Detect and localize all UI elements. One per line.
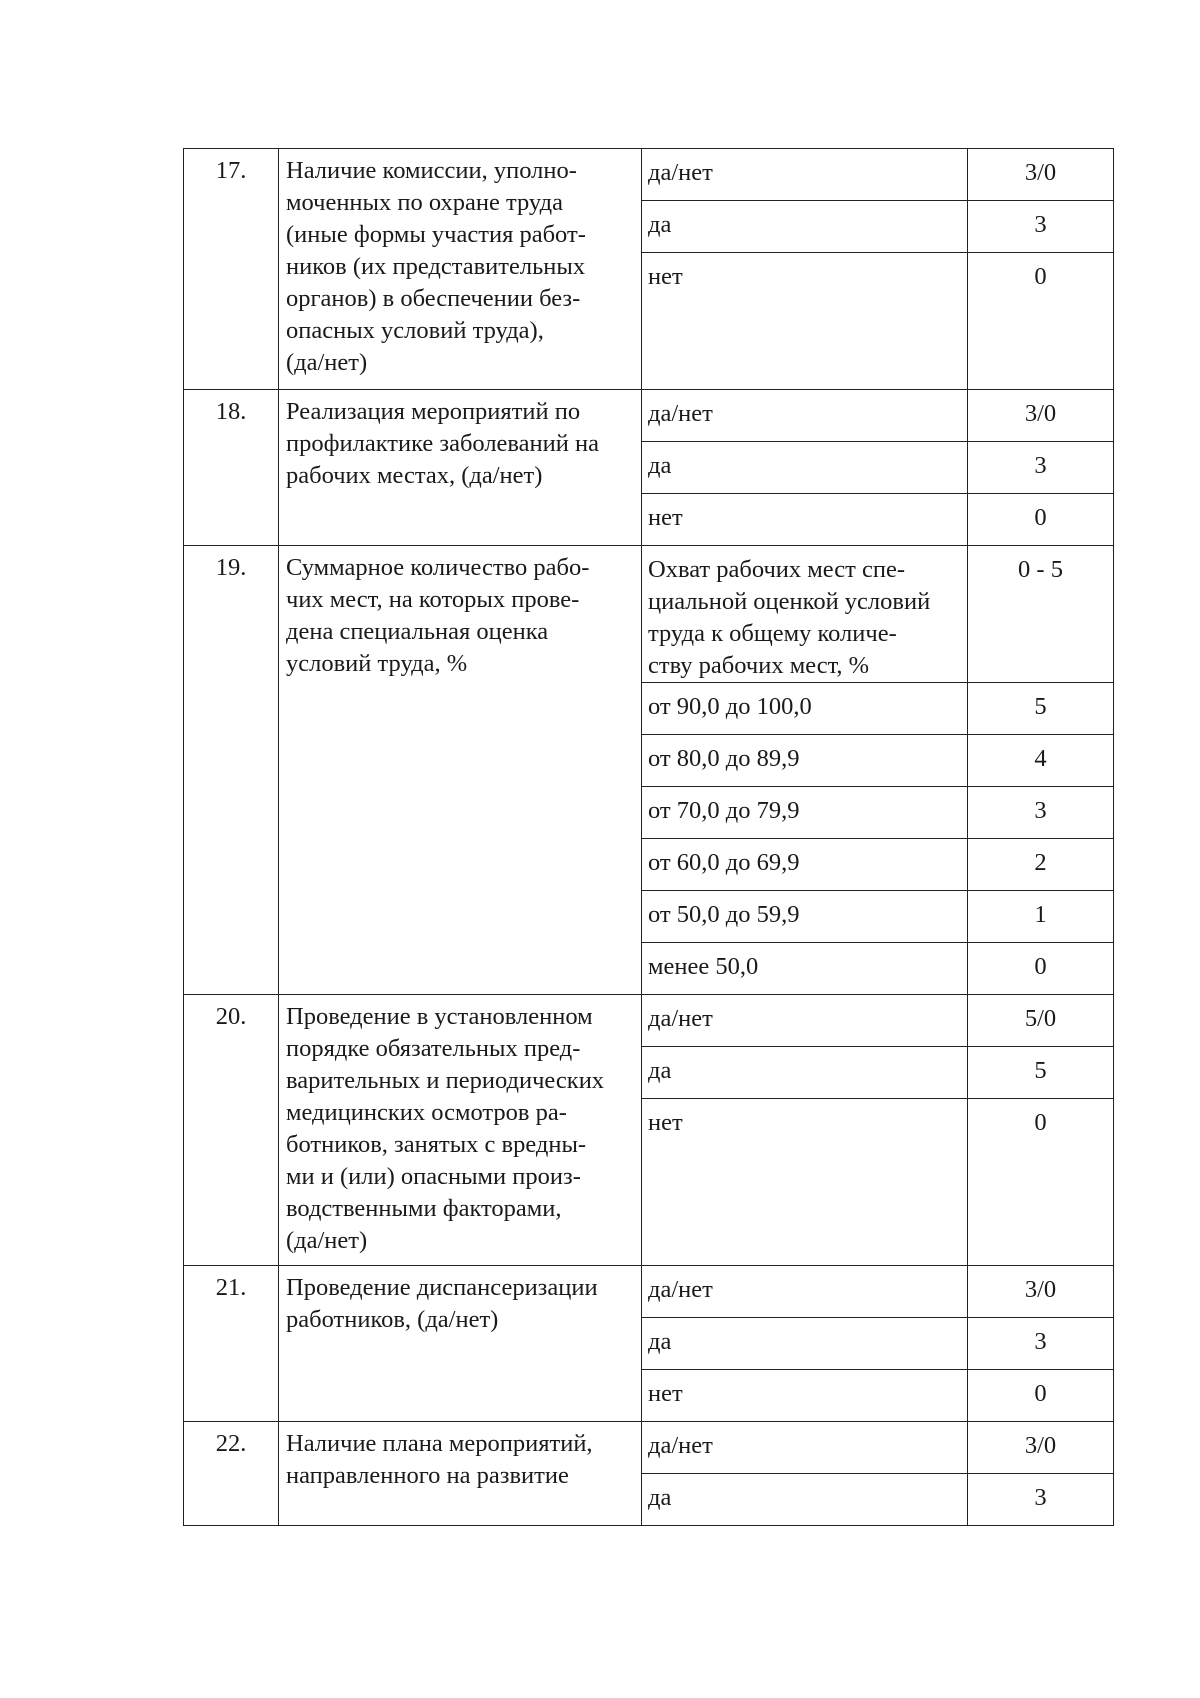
criteria-table (183, 148, 1114, 1526)
option-score: 3 (968, 201, 1114, 253)
option-label: да (642, 1047, 968, 1099)
table-row (184, 1422, 1114, 1474)
option-score: 0 (968, 1099, 1114, 1266)
table-row (184, 149, 1114, 201)
criteria-table-body (184, 149, 1114, 1526)
option-score: 5 (968, 683, 1114, 735)
criterion-number: 18. (184, 390, 279, 546)
option-score: 2 (968, 839, 1114, 891)
option-label: да (642, 442, 968, 494)
table-row (184, 546, 1114, 683)
option-score: 3 (968, 442, 1114, 494)
option-label: да (642, 1474, 968, 1526)
option-label: от 60,0 до 69,9 (642, 839, 968, 891)
option-label: да/нет (642, 149, 968, 201)
option-label: от 70,0 до 79,9 (642, 787, 968, 839)
option-score: 0 (968, 494, 1114, 546)
option-score: 3/0 (968, 390, 1114, 442)
option-label: от 50,0 до 59,9 (642, 891, 968, 943)
table-row (184, 390, 1114, 442)
option-score: 0 (968, 1370, 1114, 1422)
option-label: менее 50,0 (642, 943, 968, 995)
option-label: от 80,0 до 89,9 (642, 735, 968, 787)
option-score: 1 (968, 891, 1114, 943)
option-label: нет (642, 1099, 968, 1266)
option-label: да/нет (642, 390, 968, 442)
criterion-number: 20. (184, 995, 279, 1266)
criterion-name: Наличие плана мероприятий, направленного на развитие (279, 1422, 642, 1526)
option-label: да (642, 1318, 968, 1370)
option-label: нет (642, 1370, 968, 1422)
criterion-name: Реализация мероприятий по профилактике заболеваний на рабочих местах, (да/нет) (279, 390, 642, 546)
option-label: да/нет (642, 1266, 968, 1318)
criterion-number: 19. (184, 546, 279, 995)
criterion-number: 17. (184, 149, 279, 390)
table-row (184, 1266, 1114, 1318)
option-label: от 90,0 до 100,0 (642, 683, 968, 735)
option-label: Охват рабочих мест спе- циальной оценкой условий труда к общему количе- ству рабочих мест, % (642, 546, 968, 683)
option-score: 0 - 5 (968, 546, 1114, 683)
option-score: 3/0 (968, 1266, 1114, 1318)
criterion-name: Суммарное количество рабо- чих мест, на которых прове- дена специальная оценка условий труда, % (279, 546, 642, 995)
criterion-name: Наличие комиссии, уполно- моченных по охране труда (иные формы участия работ- ников (их представительных органов) в обеспечении без- опасных условий труда), (да/нет) (279, 149, 642, 390)
option-label: нет (642, 253, 968, 390)
criterion-name: Проведение диспансеризации работников, (да/нет) (279, 1266, 642, 1422)
criterion-name: Проведение в установленном порядке обязательных пред- варительных и периодических медицинских осмотров ра- ботников, занятых с вредны- ми и (или) опасными произ- водственными факторами, (да/нет) (279, 995, 642, 1266)
table-row (184, 995, 1114, 1047)
option-score: 0 (968, 253, 1114, 390)
option-score: 5/0 (968, 995, 1114, 1047)
option-score: 3/0 (968, 1422, 1114, 1474)
option-score: 4 (968, 735, 1114, 787)
option-score: 3 (968, 787, 1114, 839)
option-score: 3 (968, 1474, 1114, 1526)
option-score: 3/0 (968, 149, 1114, 201)
option-label: нет (642, 494, 968, 546)
criterion-number: 21. (184, 1266, 279, 1422)
option-label: да/нет (642, 995, 968, 1047)
option-score: 0 (968, 943, 1114, 995)
option-label: да (642, 201, 968, 253)
option-score: 5 (968, 1047, 1114, 1099)
option-score: 3 (968, 1318, 1114, 1370)
criterion-number: 22. (184, 1422, 279, 1526)
option-label: да/нет (642, 1422, 968, 1474)
